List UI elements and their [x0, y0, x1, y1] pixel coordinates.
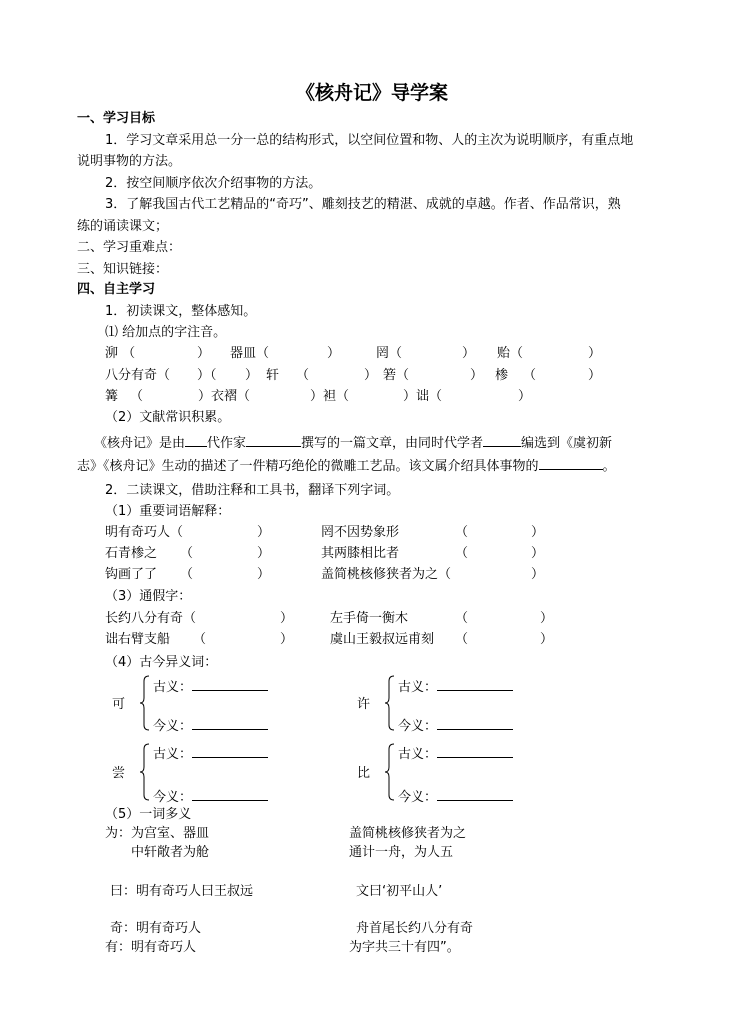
pron-paren: ）	[518, 389, 532, 404]
vocab-item: 其两膝相比者	[321, 546, 400, 561]
blank-genre[interactable]	[539, 456, 603, 470]
tongjia-paren: ）	[280, 611, 294, 626]
pron-paren: ）	[588, 368, 602, 383]
vocab-item: 明有奇巧人（	[105, 525, 184, 540]
brace-icon	[385, 743, 395, 801]
lit-text: 撰写的一篇文章，由同时代学者	[301, 436, 484, 451]
gujin-word: 可	[112, 697, 126, 712]
vocab-paren: ）	[257, 525, 271, 540]
section-heading-difficulties: 二、学习重难点：	[77, 240, 182, 255]
sub-tongjia: （3）通假字：	[105, 589, 192, 604]
goal-1-line-2: 说明事物的方法。	[77, 154, 182, 169]
pron-item: 贻（	[497, 346, 524, 361]
gujin-word: 尝	[112, 766, 126, 781]
gujin-modern	[153, 787, 268, 806]
tongjia-item: 左手倚一衡木	[330, 611, 409, 626]
pron-paren: ）	[327, 346, 341, 361]
pron-paren: （	[130, 389, 144, 404]
pron-paren: ）	[470, 368, 484, 383]
sub-polysemy: （5）一词多义	[105, 807, 192, 822]
step-1: 1．初读课文，整体感知。	[105, 304, 257, 319]
pron-item: 箬（	[383, 368, 410, 383]
blank-ancient[interactable]	[437, 677, 513, 691]
polysemy-item: 为：为宫室、器皿	[105, 826, 210, 841]
vocab-item: 石青椮之	[105, 546, 158, 561]
gujin-label: 古义：	[153, 747, 193, 762]
tongjia-item: 虞山王毅叔远甫刻	[330, 632, 435, 647]
step-2: 2．二读课文，借助注释和工具书，翻译下列字词。	[105, 483, 400, 498]
blank-ancient[interactable]	[192, 744, 268, 758]
gujin-ancient	[153, 677, 268, 696]
vocab-paren: （	[455, 525, 469, 540]
polysemy-item: 曰：明有奇巧人曰王叔远	[110, 884, 254, 899]
vocab-paren: ）	[257, 567, 271, 582]
pron-paren: ）	[245, 368, 259, 383]
blank-author[interactable]	[246, 433, 301, 447]
pron-item: 器皿（	[230, 346, 270, 361]
tongjia-paren: ）	[540, 611, 554, 626]
brace-icon	[140, 743, 150, 801]
gujin-label: 古义：	[153, 680, 193, 695]
blank-modern[interactable]	[437, 787, 513, 801]
polysemy-item: 盖简桃核修狭者为之	[349, 826, 467, 841]
gujin-ancient	[398, 744, 513, 763]
pron-paren: （	[523, 368, 537, 383]
gujin-label: 今义：	[398, 719, 438, 734]
polysemy-item: 奇：明有奇巧人	[110, 921, 202, 936]
tongjia-paren: ）	[280, 632, 294, 647]
polysemy-item: 有：明有奇巧人	[105, 940, 197, 955]
vocab-paren: ）	[531, 546, 545, 561]
gujin-label: 今义：	[398, 790, 438, 805]
gujin-word: 许	[357, 697, 371, 712]
vocab-paren: ）	[531, 567, 545, 582]
blank-ancient[interactable]	[192, 677, 268, 691]
gujin-ancient	[153, 744, 268, 763]
section-heading-links: 三、知识链接：	[77, 262, 169, 277]
pron-item: ）袒（	[310, 389, 350, 404]
polysemy-item: 为字共三十有四”。	[349, 940, 460, 955]
blank-modern[interactable]	[192, 787, 268, 801]
gujin-label: 今义：	[153, 719, 193, 734]
pron-paren: （	[296, 368, 310, 383]
gujin-modern	[153, 716, 268, 735]
brace-icon	[140, 675, 150, 731]
vocab-item: 钩画了了	[105, 567, 158, 582]
pron-item: ）衣褶（	[198, 389, 251, 404]
pron-item: 轩	[266, 368, 280, 383]
gujin-word: 比	[357, 766, 371, 781]
section-heading-self-study: 四、自主学习	[77, 282, 156, 297]
pron-item: 八分有奇（	[105, 368, 171, 383]
tongjia-paren: （	[455, 611, 469, 626]
polysemy-item: 中轩敞者为舱	[131, 845, 210, 860]
pron-paren: ）	[197, 346, 211, 361]
lit-text: 编选到《虞初新	[521, 436, 613, 451]
section-heading-objectives: 一、学习目标	[77, 111, 156, 126]
blank-dynasty[interactable]	[185, 433, 207, 447]
blank-modern[interactable]	[437, 716, 513, 730]
vocab-paren: （	[180, 567, 194, 582]
goal-3-line-1: 3．了解我国古代工艺精品的“奇巧”、雕刻技艺的精湛、成就的卓越。作者、作品常识，熟	[105, 197, 621, 212]
goal-2: 2．按空间顺序依次介绍事物的方法。	[105, 176, 322, 191]
gujin-label: 今义：	[153, 790, 193, 805]
vocab-paren: （	[180, 546, 194, 561]
vocab-item: 盖简桃核修狭者为之（	[321, 567, 452, 582]
sub-gujin: （4）古今异义词：	[105, 655, 218, 670]
brace-icon	[385, 675, 395, 731]
gujin-label: 古义：	[398, 747, 438, 762]
polysemy-item: 文曰‘初平山人’	[356, 884, 443, 899]
polysemy-item: 舟首尾长约八分有奇	[356, 921, 474, 936]
gujin-modern	[398, 716, 513, 735]
lit-text: 代作家	[207, 436, 247, 451]
tongjia-paren: （	[455, 632, 469, 647]
blank-scholar[interactable]	[483, 433, 521, 447]
lit-text: 志》《核舟记》生动的描述了一件精巧绝伦的微雕工艺品。该文属介绍具体事物的	[77, 459, 539, 474]
tongjia-item: 长约八分有奇（	[105, 611, 197, 626]
literature-line-1	[94, 433, 612, 452]
tongjia-item: 诎右臂支船	[105, 632, 171, 647]
blank-ancient[interactable]	[437, 744, 513, 758]
pron-item: 罔（	[376, 346, 403, 361]
gujin-ancient	[398, 677, 513, 696]
goal-3-line-2: 练的诵读课文；	[77, 219, 169, 234]
goal-1-line-1: 1．学习文章采用总一分一总的结构形式，以空间位置和物、人的主次为说明顺序，有重点地	[105, 133, 634, 148]
gujin-modern	[398, 787, 513, 806]
pron-paren: ）	[588, 346, 602, 361]
blank-modern[interactable]	[192, 716, 268, 730]
vocab-paren: ）	[257, 546, 271, 561]
vocab-paren: （	[455, 546, 469, 561]
sub-pronunciation: ⑴ 给加点的字注音。	[105, 325, 227, 340]
sub-vocabulary: （1）重要词语解释：	[105, 504, 231, 519]
pron-item: 椮	[495, 368, 509, 383]
tongjia-paren: ）	[540, 632, 554, 647]
lit-text: 《核舟记》是由	[94, 436, 186, 451]
pron-item: ）诎（	[403, 389, 443, 404]
pron-paren: ）	[364, 368, 378, 383]
vocab-paren: ）	[531, 525, 545, 540]
polysemy-item: 通计一舟，为人五	[349, 845, 454, 860]
pron-item: 泖 （	[105, 346, 136, 361]
lit-text: 。	[602, 459, 616, 474]
pron-paren: ）（	[197, 368, 217, 383]
gujin-label: 古义：	[398, 680, 438, 695]
page-title: 《核舟记》导学案	[295, 82, 448, 104]
vocab-item: 罔不因势象形	[321, 525, 400, 540]
sub-literature: （2）文献常识积累。	[105, 410, 231, 425]
tongjia-paren: （	[193, 632, 207, 647]
pron-item: 篝	[105, 389, 119, 404]
literature-line-2	[77, 456, 616, 475]
pron-paren: ）	[462, 346, 476, 361]
